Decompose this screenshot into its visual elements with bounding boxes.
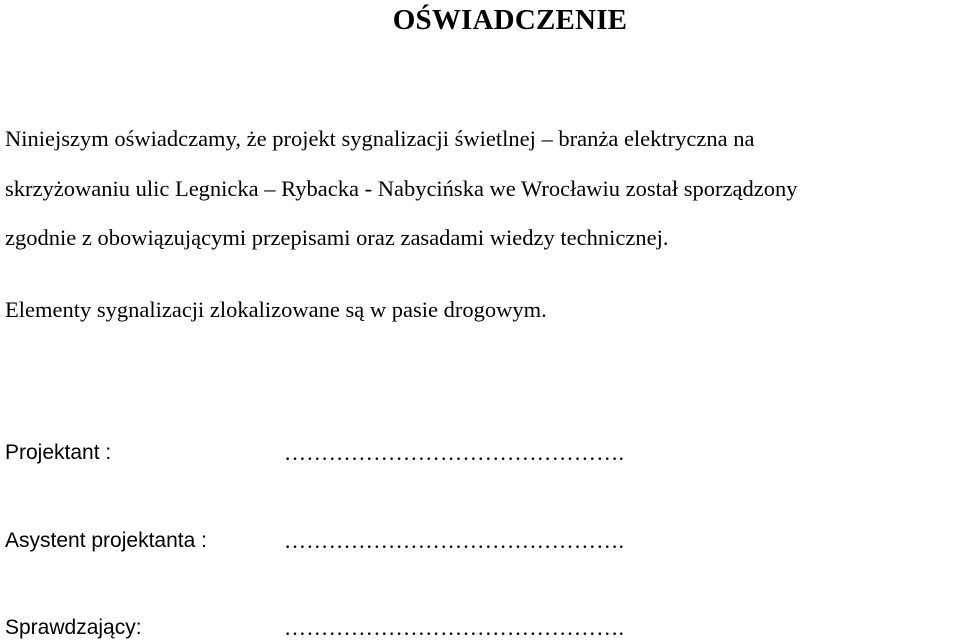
signature-label-assistant: Asystent projektanta : xyxy=(5,529,207,552)
location-statement: Elementy sygnalizacji zlokalizowane są w pasie drogowym. xyxy=(5,297,547,322)
document-title: OŚWIADCZENIE xyxy=(392,4,628,36)
signature-line-reviewer: ………………………………………. xyxy=(284,615,625,640)
signature-label-designer: Projektant : xyxy=(5,441,112,464)
statement-line-1: Niniejszym oświadczamy, że projekt sygnalizacji świetlnej – branża elektryczna na xyxy=(5,126,755,151)
statement-line-2: skrzyżowaniu ulic Legnicka – Rybacka - Nabycińska we Wrocławiu został sporządzony xyxy=(5,176,798,201)
signature-line-assistant: ………………………………………. xyxy=(284,528,625,553)
signature-line-designer: ………………………………………. xyxy=(284,440,625,465)
statement-line-3: zgodnie z obowiązującymi przepisami oraz zasadami wiedzy technicznej. xyxy=(5,225,669,250)
signature-label-reviewer: Sprawdzający: xyxy=(5,616,142,639)
